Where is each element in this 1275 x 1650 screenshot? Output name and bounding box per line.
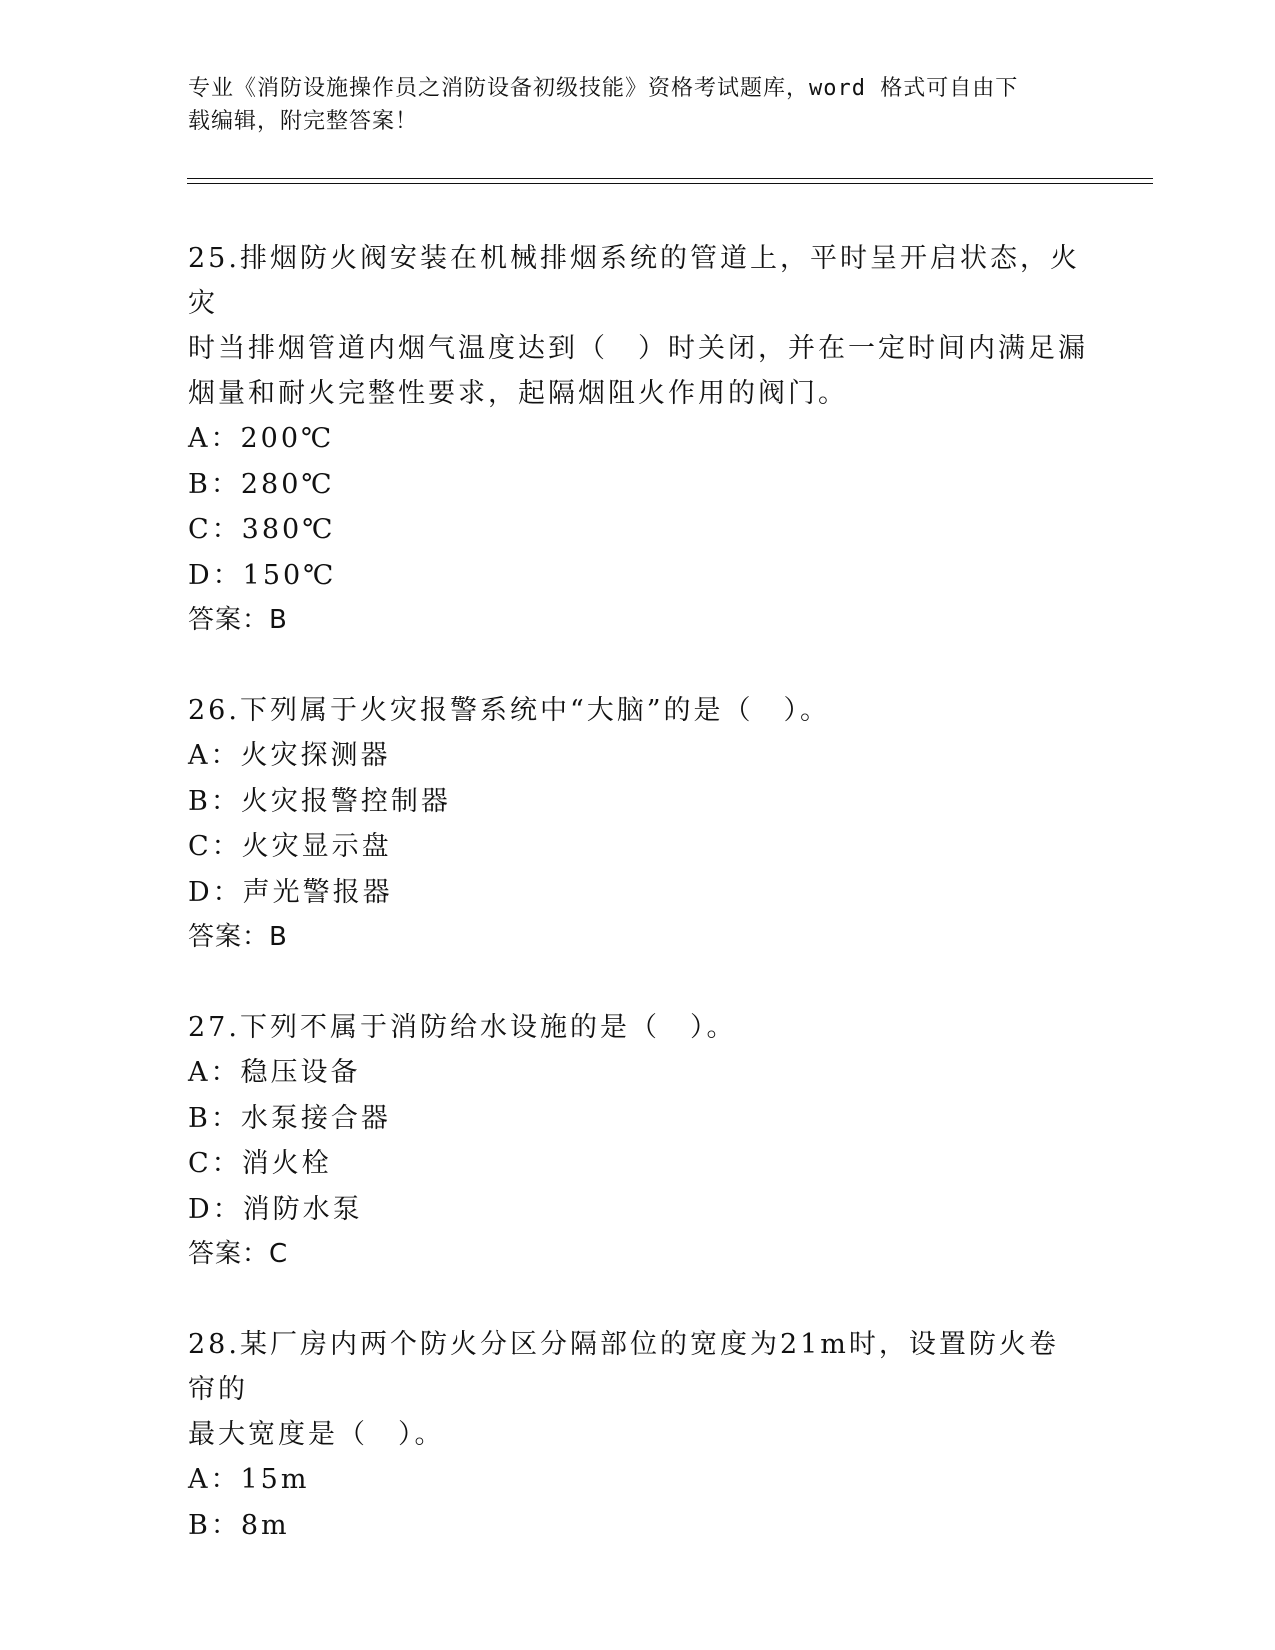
question-spacer (188, 643, 1088, 688)
option-c: C：消火栓 (188, 1148, 332, 1179)
option-a: A：15m (188, 1464, 310, 1495)
answer-line: 答案：B (188, 605, 288, 635)
question-27 (188, 1005, 1088, 1277)
option-d: D：150℃ (188, 559, 337, 591)
header-divider-top (187, 178, 1153, 179)
option-b: B：水泵接合器 (188, 1102, 391, 1134)
question-stem-line: 烟量和耐火完整性要求，起隔烟阻火作用的阀门。 (188, 378, 848, 409)
header-divider-bottom (187, 183, 1153, 184)
question-28 (188, 1322, 1088, 1548)
option-c: C：380℃ (188, 514, 336, 545)
option-a: A：200℃ (188, 423, 335, 454)
option-b: B：8m (188, 1509, 290, 1541)
option-a: A：稳压设备 (188, 1057, 361, 1088)
option-d: D：声光警报器 (188, 876, 393, 908)
option-b: B：火灾报警控制器 (188, 785, 451, 817)
question-25 (188, 236, 1088, 643)
answer-line: 答案：C (188, 1239, 289, 1269)
question-spacer (188, 960, 1088, 1005)
option-b: B：280℃ (188, 468, 335, 500)
question-stem-line: 28.某厂房内两个防火分区分隔部位的宽度为21m时，设置防火卷帘的 (188, 1329, 1059, 1405)
question-stem-line: 最大宽度是（ ）。 (188, 1419, 445, 1450)
header-line-1: 专业《消防设施操作员之消防设备初级技能》资格考试题库，word 格式可自由下 (188, 76, 1019, 101)
question-26 (188, 688, 1088, 960)
option-d: D：消防水泵 (188, 1193, 363, 1225)
option-a: A：火灾探测器 (188, 740, 391, 771)
question-stem-line: 26.下列属于火灾报警系统中“大脑”的是（ ）。 (188, 695, 831, 726)
question-stem-line: 25.排烟防火阀安装在机械排烟系统的管道上，平时呈开启状态，火灾 (188, 243, 1080, 319)
question-stem-line: 时当排烟管道内烟气温度达到（ ）时关闭，并在一定时间内满足漏 (188, 333, 1088, 364)
question-spacer (188, 1277, 1088, 1322)
question-stem-line: 27.下列不属于消防给水设施的是（ ）。 (188, 1012, 737, 1043)
option-c: C：火灾显示盘 (188, 831, 392, 862)
question-list (188, 236, 1088, 1548)
header-line-2: 载编辑，附完整答案！ (188, 109, 419, 134)
answer-line: 答案：B (188, 922, 288, 952)
document-header (188, 72, 1088, 138)
